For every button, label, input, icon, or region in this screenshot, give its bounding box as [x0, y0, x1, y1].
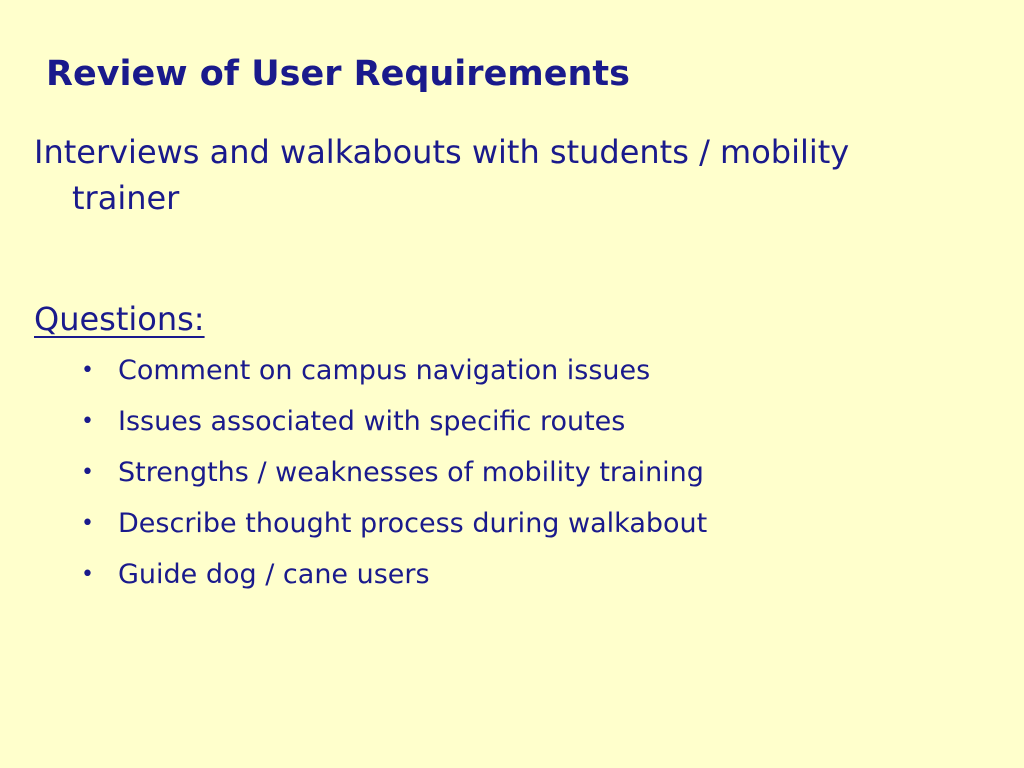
- list-item-text: Guide dog / cane users: [118, 559, 430, 590]
- questions-heading: Questions:: [34, 300, 205, 338]
- intro-line-2: trainer: [72, 179, 180, 217]
- list-item: [0, 348, 1024, 399]
- list-item-text: Describe thought process during walkabout: [118, 508, 708, 539]
- list-item-text: Issues associated with specific routes: [118, 406, 626, 437]
- list-item: [0, 552, 1024, 603]
- list-item-text: Comment on campus navigation issues: [118, 355, 651, 386]
- list-item: [0, 450, 1024, 501]
- bullet-icon: •: [81, 409, 94, 434]
- slide-title: Review of User Requirements: [46, 54, 630, 94]
- intro-paragraph: [34, 129, 964, 221]
- bullet-icon: •: [81, 511, 94, 536]
- bullet-icon: •: [81, 358, 94, 383]
- list-item: [0, 501, 1024, 552]
- questions-list: [0, 348, 1024, 603]
- list-item: [0, 399, 1024, 450]
- bullet-icon: •: [81, 460, 94, 485]
- list-item-text: Strengths / weaknesses of mobility training: [118, 457, 704, 488]
- bullet-icon: •: [81, 562, 94, 587]
- intro-line-1: Interviews and walkabouts with students / mobility: [34, 133, 850, 171]
